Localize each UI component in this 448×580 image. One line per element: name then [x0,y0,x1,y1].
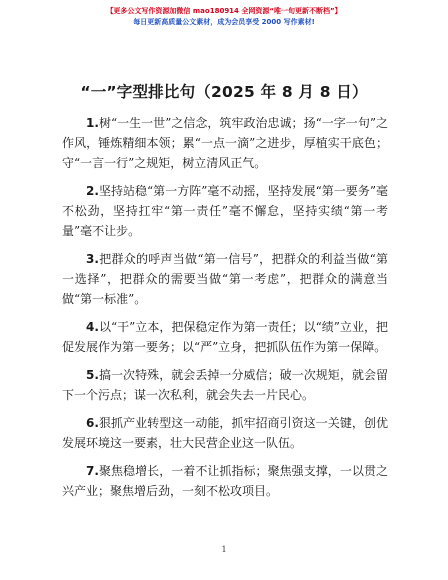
document-title: “一”字型排比句（2025 年 8 月 8 日） [80,83,368,101]
paragraph-number: 4. [86,320,99,334]
paragraph-number: 2. [86,184,99,198]
paragraph-7 [62,461,388,501]
paragraph-text: 狠抓产业转型这一动能，抓牢招商引资这一关键，创优发展环境这一要素，壮大民营企业这一队伍。 [62,416,388,450]
paragraph-number: 1. [86,116,99,130]
paragraph-text: 以“干”立本，把保稳定作为第一责任；以“绩”立业，把促发展作为第一要务；以“严”立身，把抓队伍作为第一保障。 [62,320,388,354]
paragraph-text: 把群众的呼声当做“第一信号”，把群众的利益当做“第一选择”，把群众的需要当做“第一考虑”，把群众的满意当做“第一标准”。 [62,252,388,306]
banner-line-1: 【更多公文写作资源加微信 mao180914 全网资源“唯一旬更新不断档”】 [106,7,342,15]
paragraph-number: 7. [86,464,99,478]
paragraph-3 [62,249,388,309]
paragraph-4 [62,317,388,357]
page-number: 1 [221,545,227,554]
paragraph-1 [62,113,388,173]
paragraph-2 [62,181,388,241]
paragraph-text: 聚焦稳增长，一着不让抓指标；聚焦强支撑，一以贯之兴产业；聚焦增后劲，一刻不松攻项目。 [62,464,388,498]
promo-banner [0,6,448,28]
paragraph-text: 坚持站稳“第一方阵”毫不动摇，坚持发展“第一要务”毫不松劲，坚持扛牢“第一责任”毫不懈怠，坚持实绩“第一考量”毫不让步。 [62,184,388,238]
paragraph-text: 树“一生一世”之信念，筑牢政治忠诚；扬“一字一句”之作风，锤炼精细本领；累“一点一滴”之进步，厚植实干底色；守“一言一行”之规矩，树立清风正气。 [62,116,388,170]
paragraph-6 [62,413,388,453]
paragraph-text: 搞一次特殊，就会丢掉一分威信；破一次规矩，就会留下一个污点；谋一次私利，就会失去一片民心。 [62,368,388,402]
banner-line-2: 每日更新高质量公文素材，成为会员享受 2000 写作素材! [133,18,315,26]
paragraph-number: 6. [86,416,99,430]
paragraph-number: 3. [86,252,99,266]
paragraph-5 [62,365,388,405]
paragraph-number: 5. [86,368,99,382]
document-body [62,113,388,509]
